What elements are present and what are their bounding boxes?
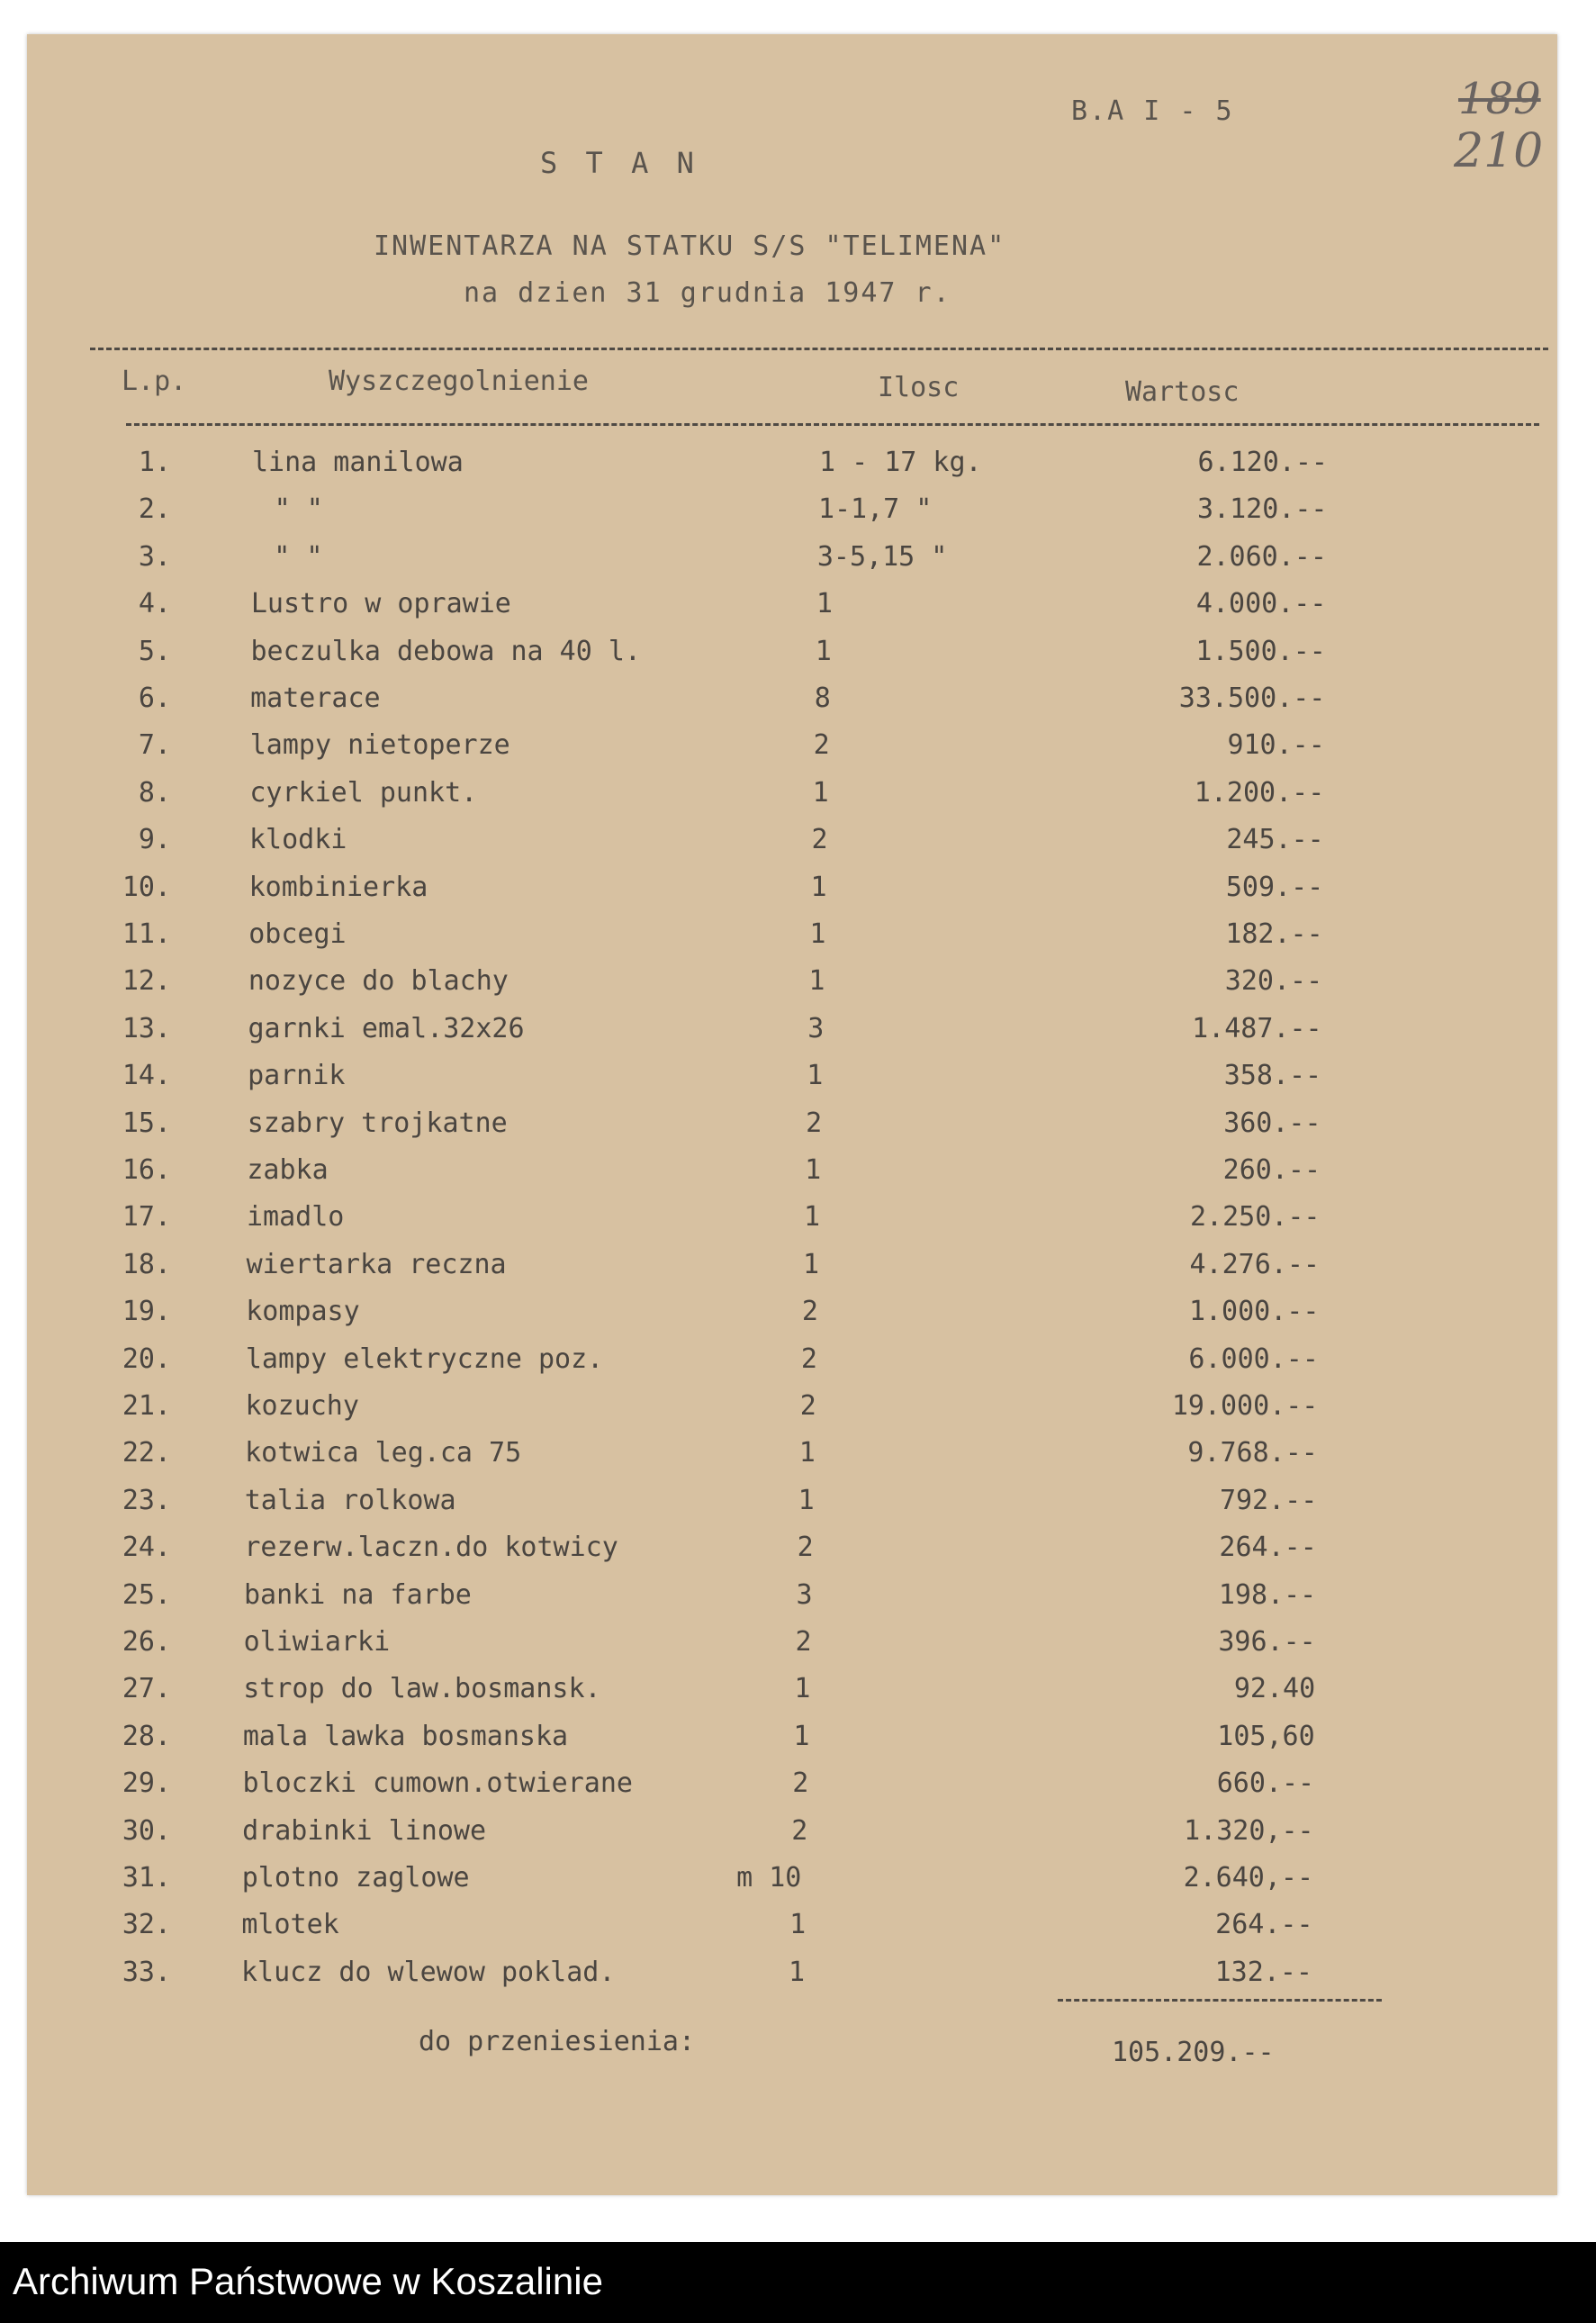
row-number: 9. xyxy=(138,824,171,856)
row-value: 660.-- xyxy=(1216,1767,1315,1800)
header-divider xyxy=(126,423,1539,426)
row-item-name: banki na farbe xyxy=(244,1578,472,1611)
row-quantity: 1 xyxy=(802,1248,819,1280)
row-number: 13. xyxy=(122,1012,171,1044)
row-quantity: 2 xyxy=(799,1390,816,1422)
row-item-name: rezerw.laczn.do kotwicy xyxy=(244,1532,618,1564)
row-number: 20. xyxy=(122,1342,171,1375)
row-quantity: 1 xyxy=(805,1154,822,1186)
table-row xyxy=(27,1249,1557,1296)
table-row xyxy=(27,1815,1557,1862)
row-number: 6. xyxy=(138,682,171,714)
row-quantity: 1 xyxy=(789,1909,807,1941)
row-value: 260.-- xyxy=(1222,1154,1321,1186)
row-item-name: kombinierka xyxy=(248,871,428,903)
row-number: 15. xyxy=(122,1107,171,1139)
document-page xyxy=(27,34,1557,2195)
row-number: 30. xyxy=(122,1814,171,1847)
table-row xyxy=(27,965,1557,1012)
row-value: 9.768.-- xyxy=(1187,1437,1318,1469)
row-item-name: imadlo xyxy=(247,1201,345,1234)
row-number: 18. xyxy=(122,1248,171,1280)
row-value: 19.000.-- xyxy=(1171,1390,1319,1422)
table-row xyxy=(27,1343,1557,1390)
table-row xyxy=(27,1579,1557,1626)
row-quantity: 1 xyxy=(794,1673,811,1705)
row-number: 31. xyxy=(122,1862,171,1894)
row-quantity: 1 xyxy=(789,1956,806,1988)
row-item-name: wiertarka reczna xyxy=(246,1248,507,1280)
page-number-old: 189 xyxy=(1458,74,1541,124)
row-number: 26. xyxy=(122,1626,171,1658)
row-item-name: plotno zaglowe xyxy=(241,1862,470,1894)
row-item-name: bloczki cumown.otwierane xyxy=(242,1767,633,1800)
row-number: 25. xyxy=(122,1578,171,1611)
row-item-name: mlotek xyxy=(241,1909,339,1941)
table-row xyxy=(27,1201,1557,1248)
row-item-name: klucz do wlewow poklad. xyxy=(241,1956,616,1988)
row-value: 264.-- xyxy=(1215,1909,1313,1941)
table-row xyxy=(27,541,1557,588)
document-title: S T A N xyxy=(540,146,699,180)
row-quantity: m 10 xyxy=(736,1862,802,1894)
table-row xyxy=(27,493,1557,540)
row-value: 792.-- xyxy=(1219,1484,1318,1516)
table-row xyxy=(27,636,1557,682)
row-number: 23. xyxy=(122,1484,171,1516)
table-row xyxy=(27,1154,1557,1201)
table-row xyxy=(27,1862,1557,1909)
table-row xyxy=(27,1485,1557,1532)
table-row xyxy=(27,1909,1557,1956)
row-number: 14. xyxy=(122,1060,171,1092)
table-row xyxy=(27,1060,1557,1107)
row-number: 16. xyxy=(122,1154,171,1186)
row-value: 6.120.-- xyxy=(1197,447,1328,478)
row-number: 11. xyxy=(122,918,171,950)
column-header-item: Wyszczegolnienie xyxy=(329,366,589,397)
row-quantity: 1 xyxy=(798,1484,815,1516)
table-row xyxy=(27,1721,1557,1767)
table-row xyxy=(27,1390,1557,1437)
table-row xyxy=(27,1296,1557,1342)
row-value: 2.640,-- xyxy=(1183,1862,1314,1894)
row-number: 2. xyxy=(138,493,171,526)
row-quantity: 2 xyxy=(791,1814,808,1847)
row-number: 21. xyxy=(122,1390,171,1422)
row-quantity: 1 xyxy=(798,1437,816,1469)
table-row xyxy=(27,682,1557,729)
row-item-name: drabinki linowe xyxy=(242,1814,487,1847)
row-value: 33.500.-- xyxy=(1178,682,1326,714)
row-quantity: 2 xyxy=(800,1342,817,1375)
row-item-name: mala lawka bosmanska xyxy=(242,1720,569,1752)
row-number: 33. xyxy=(122,1956,171,1988)
archive-footer xyxy=(0,2242,1596,2323)
row-quantity: 1 xyxy=(815,635,832,667)
row-item-name: beczulka debowa na 40 l. xyxy=(250,635,641,667)
table-row xyxy=(27,1107,1557,1154)
row-quantity: 1 - 17 kg. xyxy=(819,447,982,478)
row-value: 2.060.-- xyxy=(1196,540,1327,573)
row-value: 182.-- xyxy=(1225,918,1323,950)
row-item-name: materace xyxy=(250,682,381,714)
row-value: 6.000.-- xyxy=(1188,1342,1319,1375)
row-quantity: 2 xyxy=(797,1532,814,1564)
row-value: 1.320,-- xyxy=(1184,1814,1314,1847)
row-quantity: 8 xyxy=(814,682,831,714)
row-item-name: Lustro w oprawie xyxy=(250,588,511,620)
row-number: 28. xyxy=(122,1720,171,1752)
row-value: 105,60 xyxy=(1217,1720,1315,1752)
row-quantity: 1 xyxy=(807,1060,824,1092)
row-quantity: 1 xyxy=(816,588,833,620)
row-value: 320.-- xyxy=(1224,965,1323,998)
document-date-line: na dzien 31 grudnia 1947 r. xyxy=(464,277,951,309)
row-item-name: parnik xyxy=(248,1060,346,1092)
table-row xyxy=(27,872,1557,918)
row-value: 1.500.-- xyxy=(1195,635,1326,667)
column-header-lp: L.p. xyxy=(122,366,187,397)
top-divider xyxy=(90,348,1548,350)
row-item-name: lina manilowa xyxy=(252,447,464,478)
row-value: 3.120.-- xyxy=(1196,493,1328,526)
carry-value: 105.209.-- xyxy=(1112,2037,1275,2068)
row-item-name: zabka xyxy=(247,1154,329,1186)
row-quantity: 1 xyxy=(812,776,829,809)
row-number: 24. xyxy=(122,1532,171,1564)
row-quantity: 1 xyxy=(793,1720,810,1752)
row-value: 1.200.-- xyxy=(1194,776,1325,809)
table-row xyxy=(27,1437,1557,1484)
row-value: 245.-- xyxy=(1226,824,1324,856)
row-number: 3. xyxy=(138,540,171,573)
row-item-name: kompasy xyxy=(246,1296,360,1328)
row-value: 264.-- xyxy=(1219,1532,1317,1564)
table-row xyxy=(27,824,1557,871)
table-row xyxy=(27,918,1557,965)
row-number: 27. xyxy=(122,1673,171,1705)
table-row xyxy=(27,1767,1557,1814)
row-quantity: 2 xyxy=(792,1767,809,1800)
row-quantity: 3-5,15 " xyxy=(816,540,948,573)
row-item-name: szabry trojkatne xyxy=(247,1107,508,1139)
row-value: 910.-- xyxy=(1227,729,1325,762)
row-item-name: obcegi xyxy=(248,918,347,950)
row-value: 198.-- xyxy=(1218,1578,1317,1611)
row-value: 4.276.-- xyxy=(1189,1248,1320,1280)
row-number: 19. xyxy=(122,1296,171,1328)
page-number-new: 210 xyxy=(1454,124,1544,178)
row-number: 8. xyxy=(138,776,171,809)
row-quantity: 1 xyxy=(809,918,826,950)
row-value: 358.-- xyxy=(1223,1060,1322,1092)
row-quantity: 2 xyxy=(801,1296,818,1328)
row-value: 509.-- xyxy=(1225,871,1324,903)
row-quantity: 2 xyxy=(795,1626,812,1658)
row-quantity: 1 xyxy=(810,871,827,903)
row-number: 10. xyxy=(122,871,171,903)
row-item-name: " " xyxy=(274,493,323,526)
row-number: 22. xyxy=(122,1437,171,1469)
row-quantity: 1-1,7 " xyxy=(817,493,933,526)
row-value: 360.-- xyxy=(1223,1107,1321,1139)
row-value: 396.-- xyxy=(1218,1626,1316,1658)
row-value: 4.000.-- xyxy=(1195,588,1327,620)
row-item-name: lampy elektryczne poz. xyxy=(245,1342,604,1375)
row-value: 1.000.-- xyxy=(1188,1296,1320,1328)
table-row xyxy=(27,1532,1557,1578)
row-item-name: kotwica leg.ca 75 xyxy=(245,1437,522,1469)
row-quantity: 1 xyxy=(808,965,825,998)
row-item-name: talia rolkowa xyxy=(244,1484,456,1516)
table-row xyxy=(27,729,1557,776)
row-number: 4. xyxy=(138,588,171,620)
row-quantity: 2 xyxy=(813,729,830,762)
row-item-name: strop do law.bosmansk. xyxy=(243,1673,601,1705)
row-quantity: 2 xyxy=(806,1107,823,1139)
row-value: 132.-- xyxy=(1214,1956,1312,1988)
row-quantity: 2 xyxy=(811,824,828,856)
row-number: 29. xyxy=(122,1767,171,1800)
row-value: 2.250.-- xyxy=(1190,1201,1321,1234)
row-number: 32. xyxy=(122,1909,171,1941)
row-value: 92.40 xyxy=(1233,1673,1316,1705)
row-value: 1.487.-- xyxy=(1192,1012,1322,1044)
table-row xyxy=(27,447,1557,493)
row-item-name: " " xyxy=(274,540,323,573)
document-subtitle: INWENTARZA NA STATKU S/S "TELIMENA" xyxy=(374,230,1006,262)
row-item-name: kozuchy xyxy=(245,1390,359,1422)
row-quantity: 1 xyxy=(804,1201,821,1234)
column-header-value: Wartosc xyxy=(1125,376,1240,408)
row-quantity: 3 xyxy=(807,1012,825,1044)
table-row xyxy=(27,1013,1557,1060)
row-number: 17. xyxy=(122,1201,171,1234)
row-item-name: lampy nietoperze xyxy=(249,729,510,762)
row-item-name: nozyce do blachy xyxy=(248,965,509,998)
table-row xyxy=(27,1673,1557,1720)
row-item-name: oliwiarki xyxy=(243,1626,391,1658)
table-row xyxy=(27,1957,1557,2003)
row-quantity: 3 xyxy=(796,1578,813,1611)
table-row xyxy=(27,1626,1557,1673)
row-number: 7. xyxy=(138,729,171,762)
table-row xyxy=(27,588,1557,635)
archive-name: Archiwum Państwowe w Koszalinie xyxy=(13,2260,603,2302)
row-item-name: garnki emal.32x26 xyxy=(248,1012,525,1044)
row-number: 12. xyxy=(122,965,171,998)
row-item-name: klodki xyxy=(249,824,347,856)
row-item-name: cyrkiel punkt. xyxy=(249,776,478,809)
carry-label: do przeniesienia: xyxy=(419,2026,696,2057)
row-number: 5. xyxy=(138,635,171,667)
row-number: 1. xyxy=(138,447,171,478)
sum-divider xyxy=(1058,1999,1382,2002)
archive-code: B.A I - 5 xyxy=(1071,95,1234,127)
column-header-qty: Ilosc xyxy=(878,372,960,403)
table-row xyxy=(27,777,1557,824)
